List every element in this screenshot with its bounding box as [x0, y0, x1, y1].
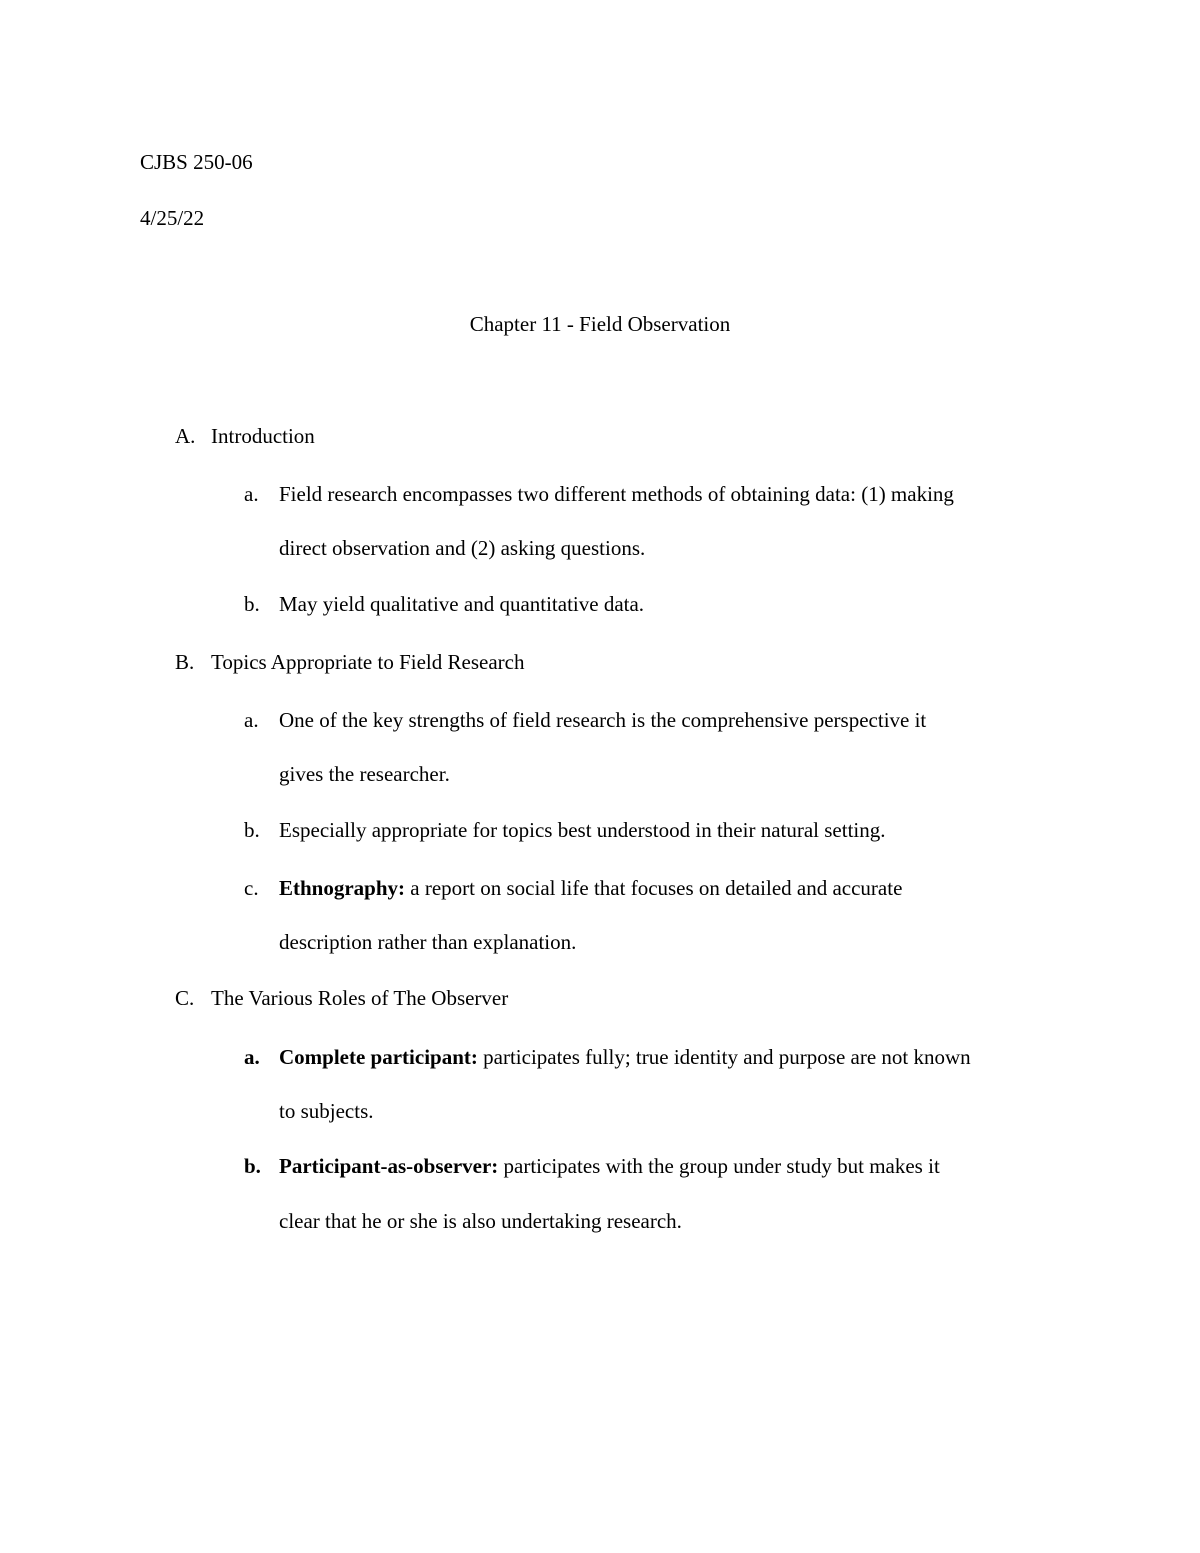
item-marker: a. — [244, 1045, 260, 1069]
section-heading: Topics Appropriate to Field Research — [211, 650, 525, 674]
item-text-line: Especially appropriate for topics best understood in their natural setting. — [279, 818, 886, 842]
item-term: Participant-as-observer: — [279, 1154, 499, 1178]
item-term: Complete participant: — [279, 1045, 478, 1069]
item-definition: participates with the group under study but makes it — [498, 1154, 940, 1178]
item-text-line: May yield qualitative and quantitative data. — [279, 592, 645, 616]
item-text-line: direct observation and (2) asking questions. — [279, 536, 646, 560]
course-code: CJBS 250-06 — [140, 150, 253, 174]
item-text-line — [279, 1156, 940, 1177]
item-text-line: clear that he or she is also undertaking research. — [279, 1209, 682, 1233]
item-text-line: Field research encompasses two different methods of obtaining data: (1) making — [279, 482, 954, 506]
section-marker: A. — [175, 424, 196, 448]
item-marker: a. — [244, 708, 259, 732]
item-text-line: gives the researcher. — [279, 762, 450, 786]
item-text-line: One of the key strengths of field research is the comprehensive perspective it — [279, 708, 927, 732]
section-heading: Introduction — [211, 424, 315, 448]
item-definition: participates fully; true identity and purpose are not known — [477, 1045, 971, 1069]
item-text-line — [279, 878, 902, 899]
item-term: Ethnography: — [279, 876, 406, 900]
section-marker: C. — [175, 986, 195, 1010]
item-text-line: description rather than explanation. — [279, 930, 577, 954]
item-marker: b. — [244, 818, 260, 842]
item-text-line: to subjects. — [279, 1099, 374, 1123]
item-marker: b. — [244, 1154, 261, 1178]
section-heading: The Various Roles of The Observer — [211, 986, 509, 1010]
item-marker: c. — [244, 876, 259, 900]
item-text-line — [279, 1047, 971, 1068]
section-marker: B. — [175, 650, 195, 674]
page-title: Chapter 11 - Field Observation — [469, 312, 731, 336]
item-marker: a. — [244, 482, 259, 506]
item-definition: a report on social life that focuses on detailed and accurate — [405, 876, 903, 900]
document-date: 4/25/22 — [140, 206, 205, 230]
item-marker: b. — [244, 592, 260, 616]
